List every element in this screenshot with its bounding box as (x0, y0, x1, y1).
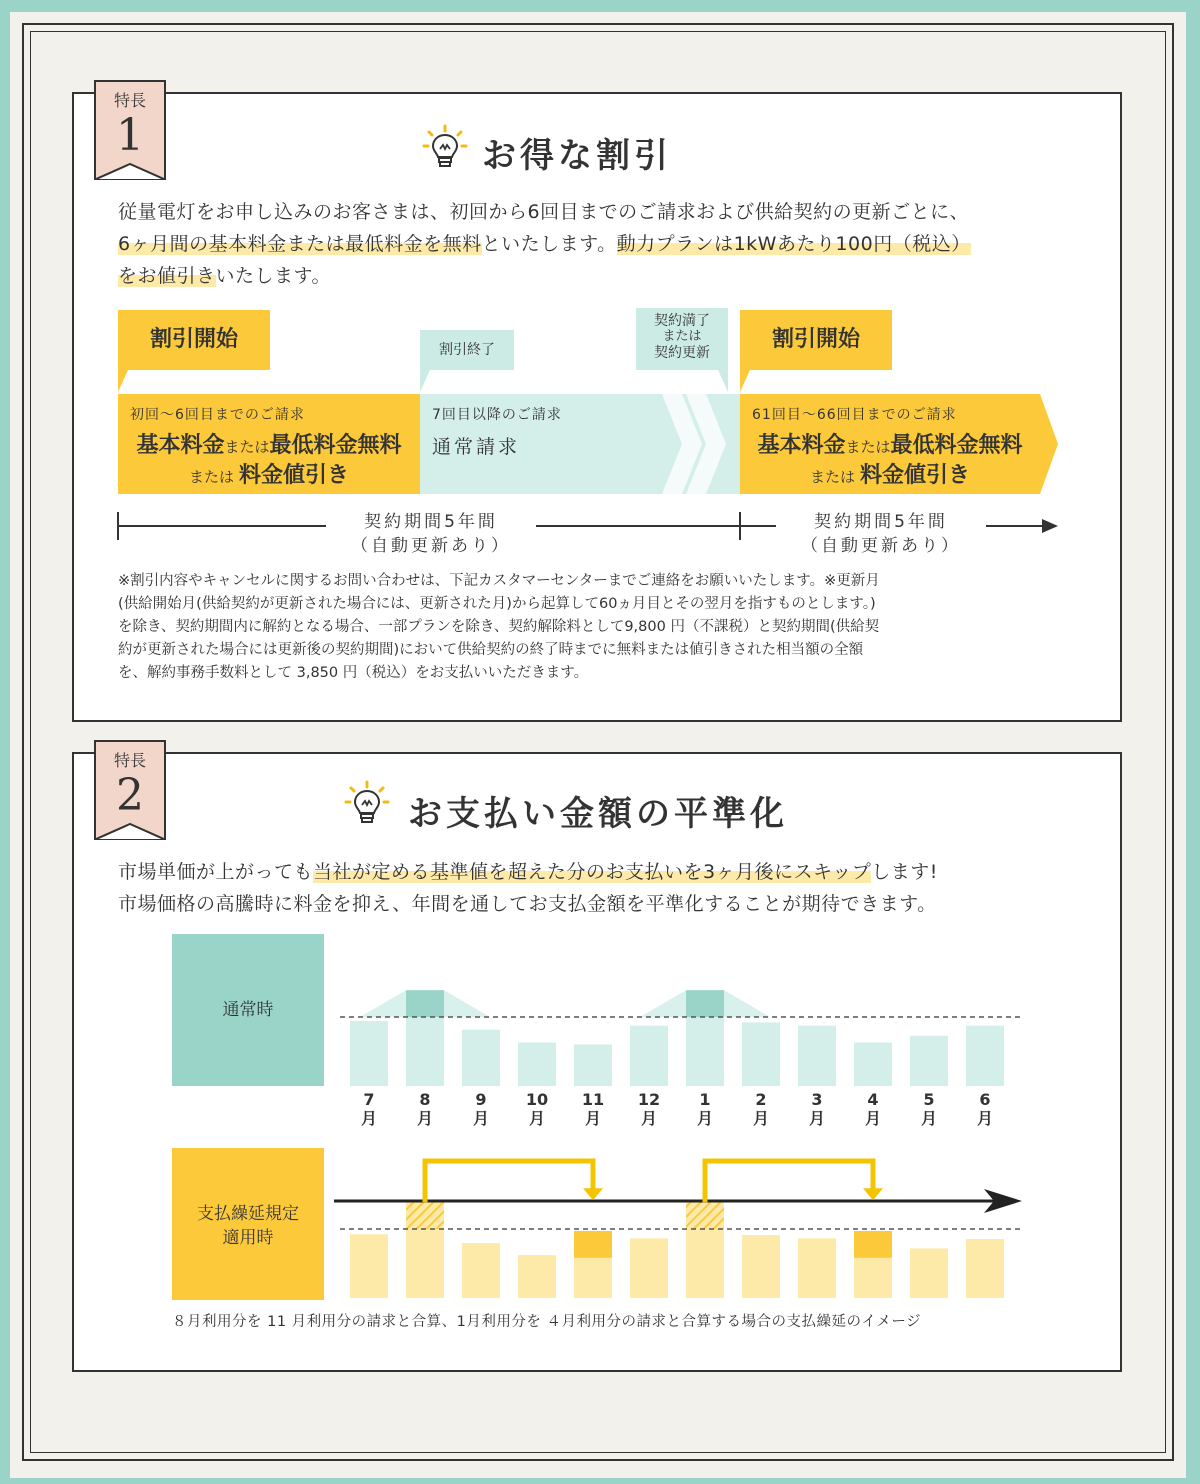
segment-main-line-1 (740, 428, 1040, 459)
bar-deferred (910, 1248, 948, 1298)
bar-deferred-hatch (686, 1202, 724, 1229)
month-unit: 月 (584, 1109, 601, 1128)
feature2-ribbon (94, 740, 166, 840)
month-label (575, 1090, 611, 1128)
label-discount-end: 割引終了 (420, 330, 514, 370)
intro-highlight-1: 6ヶ月間の基本料金または最低料金を無料 (118, 233, 482, 255)
timeline-segment-discount-2 (740, 394, 1040, 494)
segment-text: または (809, 468, 855, 486)
segment-main-line-2 (118, 458, 420, 489)
segment-text: 料金値引き (239, 463, 350, 488)
month-unit: 月 (864, 1109, 881, 1128)
intro-line-2: 市場価格の高騰時に料金を抑え、年間を通してお支払金額を平準化することが期待できます。 (118, 893, 937, 915)
month-unit: 月 (976, 1109, 993, 1128)
segment-text: 料金値引き (860, 463, 971, 488)
month-unit: 月 (472, 1109, 489, 1128)
bar-normal (854, 1042, 892, 1086)
bar-normal (742, 1022, 780, 1086)
segment-text: または (224, 438, 270, 456)
feature1-ribbon (94, 80, 166, 180)
intro-line-2 (118, 228, 1098, 260)
feature2-ribbon-number: 2 (116, 770, 144, 821)
month-label (687, 1090, 723, 1128)
month-number: 8 (419, 1090, 431, 1109)
bar-deferred (630, 1238, 668, 1298)
note-line: を除き、契約期間内に解約となる場合、一部プランを除き、契約解除料として9,800 円（不課税）と契約期間(供給契 (118, 619, 880, 635)
month-number: 11 (581, 1090, 605, 1109)
month-unit: 月 (808, 1109, 825, 1128)
segment-main-line-1 (118, 428, 420, 459)
intro-text: 市場単価が上がっても (118, 861, 314, 883)
renew-line-3: 契約更新 (654, 345, 710, 361)
segment-caption: 初回～6回目までのご請求 (130, 407, 305, 423)
month-number: 4 (867, 1090, 879, 1109)
bar-normal (630, 1026, 668, 1086)
label-deferred (172, 1148, 324, 1300)
deferral-arrow-head-icon (583, 1188, 603, 1200)
feature1-card (72, 92, 1122, 722)
label-discount-start-2: 割引開始 (740, 310, 892, 370)
bar-normal (350, 1021, 388, 1086)
month-label (911, 1090, 947, 1128)
segment-text: 最低料金無料 (269, 433, 402, 458)
intro-highlight: 当社が定める基準値を超えた分のお支払いを3ヶ月後にスキップ (313, 861, 872, 883)
bar-normal (406, 1017, 444, 1086)
month-number: 7 (363, 1090, 375, 1109)
intro-end: いたします。 (215, 265, 331, 287)
bar-deferred (742, 1235, 780, 1298)
feature1-note (118, 570, 1098, 685)
period-line-1: 契約期間5年間 (814, 512, 948, 532)
bar-deferred (518, 1255, 556, 1298)
month-number: 9 (475, 1090, 487, 1109)
feature2-card (72, 752, 1122, 1372)
deferral-arrow-head-icon (863, 1188, 883, 1200)
month-unit: 月 (920, 1109, 937, 1128)
renew-line-2: または (662, 329, 702, 344)
month-unit: 月 (528, 1109, 545, 1128)
month-label (351, 1090, 387, 1128)
label-pointer (118, 370, 128, 392)
segment-text: 基本料金 (136, 433, 225, 458)
note-line: 約が更新された場合には更新後の契約期間)において供給契約の終了時までに無料または値引きされた相当額の全額 (118, 642, 864, 658)
bar-deferred (350, 1234, 388, 1298)
label-normal: 通常時 (172, 934, 324, 1086)
bar-deferred-hatch (406, 1202, 444, 1229)
intro-text: します! (871, 861, 938, 883)
month-unit: 月 (696, 1109, 713, 1128)
intro-line-1 (118, 856, 1108, 888)
bar-deferred-added (574, 1231, 612, 1258)
month-number: 3 (811, 1090, 823, 1109)
feature1-intro (118, 196, 1098, 292)
ribbon-notch (94, 160, 166, 180)
bar-deferred-added (854, 1231, 892, 1258)
month-label (743, 1090, 779, 1128)
note-line: (供給開始月(供給契約が更新された場合には、更新された月)から起算して60ヵ月目とその翌月を指すものとします。) (118, 596, 876, 612)
bar-normal (518, 1042, 556, 1086)
intro-line-1: 従量電灯をお申し込みのお客さまは、初回から6回目までのご請求および供給契約の更新ごとに、 (118, 201, 970, 223)
segment-text: 基本料金 (757, 433, 846, 458)
bar-deferred (854, 1258, 892, 1298)
month-label (463, 1090, 499, 1128)
month-label (855, 1090, 891, 1128)
intro-mid: といたします。 (481, 233, 617, 255)
month-label (967, 1090, 1003, 1128)
bar-normal-peak (686, 990, 724, 1017)
bar-deferred (798, 1238, 836, 1298)
label-pointer (718, 370, 728, 392)
chevrons-icon (662, 394, 740, 494)
segment-text: または (188, 468, 234, 486)
month-unit: 月 (360, 1109, 377, 1128)
feature2-intro (118, 856, 1108, 920)
label-deferred-line-1: 支払繰延規定 (197, 1204, 299, 1224)
month-number: 6 (979, 1090, 991, 1109)
intro-highlight-2: 動力プランは1kWあたり100円（税込） (616, 233, 971, 255)
deferral-arrow (425, 1161, 593, 1202)
timeline-segment-discount-1 (118, 394, 420, 494)
bar-normal (966, 1026, 1004, 1086)
label-deferred-line-2: 適用時 (222, 1228, 274, 1248)
period-line-2: （自動更新あり） (801, 536, 961, 556)
bar-deferred (686, 1229, 724, 1298)
month-number: 1 (699, 1090, 711, 1109)
month-unit: 月 (752, 1109, 769, 1128)
segment-text: 最低料金無料 (890, 433, 1023, 458)
month-number: 10 (525, 1090, 549, 1109)
bar-deferred (966, 1239, 1004, 1298)
contract-period-2 (776, 510, 986, 558)
bar-deferred (462, 1243, 500, 1298)
month-number: 5 (923, 1090, 935, 1109)
intro-highlight-3: をお値引き (118, 265, 216, 287)
period-line-2: （自動更新あり） (351, 536, 511, 556)
timeline-segment-normal (420, 394, 740, 494)
bar-deferred (574, 1258, 612, 1298)
chart-caption: ８月利用分を 11 月利用分の請求と合算、1月利用分を ４月利用分の請求と合算する場合の支払繰延のイメージ (172, 1314, 922, 1330)
bar-deferred (406, 1229, 444, 1298)
deferral-arrow (705, 1161, 873, 1202)
month-label (799, 1090, 835, 1128)
month-unit: 月 (416, 1109, 433, 1128)
feature1-ribbon-label: 特長 (113, 91, 146, 110)
lightbulb-icon (422, 124, 468, 170)
bar-normal (798, 1026, 836, 1086)
lightbulb-icon (344, 780, 390, 826)
month-label (631, 1090, 667, 1128)
month-label (407, 1090, 443, 1128)
month-label (519, 1090, 555, 1128)
feature1-title: お得な割引 (482, 136, 672, 176)
month-number: 2 (755, 1090, 767, 1109)
segment-caption: 61回目～66回目までのご請求 (752, 407, 957, 423)
label-pointer (420, 370, 430, 392)
label-pointer (740, 370, 750, 392)
contract-period-1 (326, 510, 536, 558)
bar-normal (574, 1044, 612, 1086)
bar-normal-peak (406, 990, 444, 1017)
segment-main-line-2 (740, 458, 1040, 489)
ribbon-notch (94, 820, 166, 840)
bar-normal (686, 1017, 724, 1086)
month-number: 12 (637, 1090, 661, 1109)
bar-normal (910, 1036, 948, 1086)
renew-line-1: 契約満了 (654, 313, 710, 329)
segment-caption: 7回目以降のご請求 (432, 407, 562, 423)
segment-main: 通常請求 (432, 436, 521, 458)
arrow-tip (1040, 394, 1058, 494)
note-line: ※割引内容やキャンセルに関するお問い合わせは、下記カスタマーセンターまでご連絡をお願いいたします。※更新月 (118, 573, 880, 589)
month-unit: 月 (640, 1109, 657, 1128)
segment-text: または (845, 438, 891, 456)
label-discount-start-1: 割引開始 (118, 310, 270, 370)
period-line-1: 契約期間5年間 (364, 512, 498, 532)
note-line: を、解約事務手数料として 3,850 円（税込）をお支払いいただきます。 (118, 665, 589, 681)
intro-line-3 (118, 260, 1098, 292)
feature2-title: お支払い金額の平準化 (408, 794, 788, 834)
bar-normal (462, 1030, 500, 1086)
label-contract-renewal (636, 308, 728, 370)
feature1-ribbon-number: 1 (116, 110, 144, 161)
feature2-ribbon-label: 特長 (113, 751, 146, 770)
